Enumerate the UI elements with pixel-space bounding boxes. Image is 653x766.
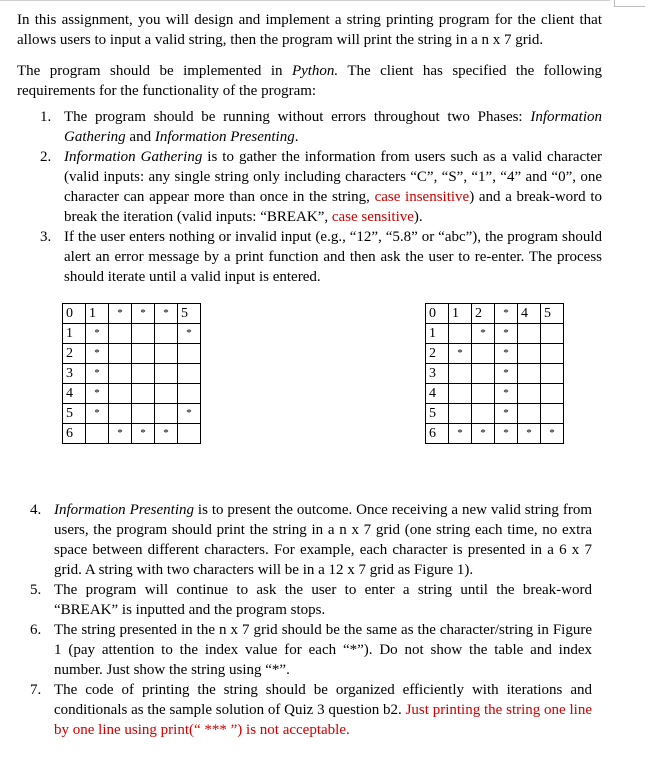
grid-cell: 4 bbox=[518, 304, 541, 324]
grid-cell bbox=[472, 364, 495, 384]
list-item: 6. The string presented in the n x 7 grid should be the same as the character/string in Figure 1 (pay attention to the index value for each “*”). Do not show the table and index number. Just show the string using “*”. bbox=[30, 622, 592, 678]
grid-cell: * bbox=[86, 364, 109, 384]
intro-paragraph: In this assignment, you will design and implement a string printing program for the client that allows users to input a valid string, then the program will print the string in a n x 7 grid. bbox=[17, 12, 602, 48]
grid-cell: 5 bbox=[541, 304, 564, 324]
grid-cell: * bbox=[495, 424, 518, 444]
grid-cell: * bbox=[86, 324, 109, 344]
grid-cell bbox=[518, 344, 541, 364]
list-item: 5. The program will continue to ask the user to enter a string until the break-word “BREAK” is inputted and the program stops. bbox=[30, 582, 592, 618]
requirements-list-continued bbox=[17, 500, 592, 740]
grid-row bbox=[426, 404, 564, 424]
grid-cell: 4 bbox=[426, 384, 449, 404]
grid-cell bbox=[518, 364, 541, 384]
list-item: 1. The program should be running without errors throughout two Phases: Information Gathering and Information Presenting. bbox=[40, 109, 602, 145]
grid-cell: * bbox=[109, 424, 132, 444]
list-item: 7. The code of printing the string should be organized efficiently with iterations and conditionals as the sample solution of Quiz 3 question b2. Just printing the string one line by one line using print(“ *** ”) is not acceptable. bbox=[30, 682, 592, 738]
grid-cell bbox=[541, 324, 564, 344]
grid-cell: 2 bbox=[472, 304, 495, 324]
grid-cell bbox=[155, 344, 178, 364]
grid-cell: * bbox=[495, 364, 518, 384]
grid-cell: 6 bbox=[63, 424, 86, 444]
grid-cell: * bbox=[518, 424, 541, 444]
grid-cell bbox=[472, 404, 495, 424]
grid-cell: * bbox=[86, 384, 109, 404]
grid-cell: * bbox=[541, 424, 564, 444]
grid-cell bbox=[449, 404, 472, 424]
grid-cell bbox=[541, 344, 564, 364]
figure-1-grids bbox=[17, 303, 602, 493]
grid-cell bbox=[155, 364, 178, 384]
grid-row bbox=[426, 304, 564, 324]
grid-cell bbox=[178, 424, 201, 444]
grid-cell: * bbox=[449, 344, 472, 364]
grid-cell bbox=[109, 324, 132, 344]
grid-cell bbox=[86, 424, 109, 444]
grid-cell: 1 bbox=[86, 304, 109, 324]
grid-cell: 6 bbox=[426, 424, 449, 444]
grid-cell bbox=[155, 384, 178, 404]
grid-cell: * bbox=[178, 404, 201, 424]
grid-cell: * bbox=[86, 404, 109, 424]
list-item: 4. Information Presenting is to present the outcome. Once receiving a new valid string from users, the program should print the string in a n x 7 grid (one string each time, no extra space between different characters. For example, each character is presented in a 6 x 7 grid. A string with two characters will be in a 12 x 7 grid as Figure 1). bbox=[30, 502, 592, 578]
grid-cell bbox=[109, 384, 132, 404]
grid-cell bbox=[541, 364, 564, 384]
grid-cell: 5 bbox=[178, 304, 201, 324]
grid-cell: * bbox=[109, 304, 132, 324]
grid-cell: * bbox=[449, 424, 472, 444]
grid-cell bbox=[132, 344, 155, 364]
requirements-intro: The program should be implemented in Python. The client has specified the following requirements for the functionality of the program: bbox=[17, 63, 602, 99]
document-page bbox=[17, 10, 602, 493]
grid-cell: 5 bbox=[426, 404, 449, 424]
grid-cell: 1 bbox=[63, 324, 86, 344]
grid-cell bbox=[109, 404, 132, 424]
grid-character-c-s bbox=[62, 303, 201, 444]
grid-cell: 2 bbox=[426, 344, 449, 364]
grid-row bbox=[426, 344, 564, 364]
grid-row bbox=[63, 404, 201, 424]
grid-row bbox=[426, 324, 564, 344]
grid-cell: * bbox=[495, 304, 518, 324]
grid-character-two-l bbox=[425, 303, 564, 444]
page-corner-mark bbox=[614, 0, 645, 7]
grid-row bbox=[426, 424, 564, 444]
grid-row bbox=[63, 344, 201, 364]
grid-cell: 1 bbox=[449, 304, 472, 324]
grid-cell: * bbox=[495, 324, 518, 344]
requirements-list bbox=[17, 107, 602, 287]
grid-cell bbox=[541, 384, 564, 404]
grid-cell bbox=[518, 384, 541, 404]
grid-row bbox=[63, 424, 201, 444]
grid-cell bbox=[132, 364, 155, 384]
grid-cell: 4 bbox=[63, 384, 86, 404]
grid-cell: * bbox=[155, 424, 178, 444]
grid-cell: * bbox=[495, 384, 518, 404]
page-top-border bbox=[0, 0, 610, 4]
grid-cell: * bbox=[132, 304, 155, 324]
grid-cell: * bbox=[472, 324, 495, 344]
grid-cell: * bbox=[495, 404, 518, 424]
grid-cell: 3 bbox=[426, 364, 449, 384]
grid-row bbox=[426, 384, 564, 404]
grid-cell bbox=[518, 324, 541, 344]
grid-cell bbox=[178, 384, 201, 404]
grid-row bbox=[63, 304, 201, 324]
grid-cell bbox=[472, 344, 495, 364]
grid-cell: * bbox=[178, 324, 201, 344]
grid-cell: * bbox=[155, 304, 178, 324]
grid-row bbox=[63, 384, 201, 404]
grid-cell: * bbox=[132, 424, 155, 444]
grid-row bbox=[63, 364, 201, 384]
grid-cell bbox=[109, 364, 132, 384]
grid-cell: 0 bbox=[63, 304, 86, 324]
grid-cell bbox=[132, 404, 155, 424]
list-item: 2. Information Gathering is to gather the information from users such as a valid character (valid inputs: any single string only including characters “C”, “S”, “1”, “4” and “0”, one character can appear more than once in the string, case insensitive) and a break-word to break the iteration (valid inputs: “BREAK”, case sensitive). bbox=[40, 149, 602, 225]
grid-cell: 5 bbox=[63, 404, 86, 424]
grid-cell: 3 bbox=[63, 364, 86, 384]
grid-cell bbox=[132, 324, 155, 344]
grid-cell bbox=[155, 324, 178, 344]
grid-cell bbox=[472, 384, 495, 404]
grid-cell: 0 bbox=[426, 304, 449, 324]
grid-row bbox=[426, 364, 564, 384]
grid-cell: * bbox=[86, 344, 109, 364]
grid-cell bbox=[109, 344, 132, 364]
grid-cell bbox=[449, 324, 472, 344]
grid-cell bbox=[155, 404, 178, 424]
grid-cell bbox=[449, 364, 472, 384]
grid-cell: * bbox=[495, 344, 518, 364]
grid-cell: 1 bbox=[426, 324, 449, 344]
grid-cell: * bbox=[472, 424, 495, 444]
grid-cell bbox=[178, 364, 201, 384]
list-item: 3. If the user enters nothing or invalid input (e.g., “12”, “5.8” or “abc”), the program should alert an error message by a print function and then ask the user to re-enter. The process should iterate until a valid input is entered. bbox=[40, 229, 602, 285]
grid-cell bbox=[132, 384, 155, 404]
grid-cell: 2 bbox=[63, 344, 86, 364]
grid-cell bbox=[518, 404, 541, 424]
grid-row bbox=[63, 324, 201, 344]
grid-cell bbox=[449, 384, 472, 404]
grid-cell bbox=[541, 404, 564, 424]
grid-cell bbox=[178, 344, 201, 364]
